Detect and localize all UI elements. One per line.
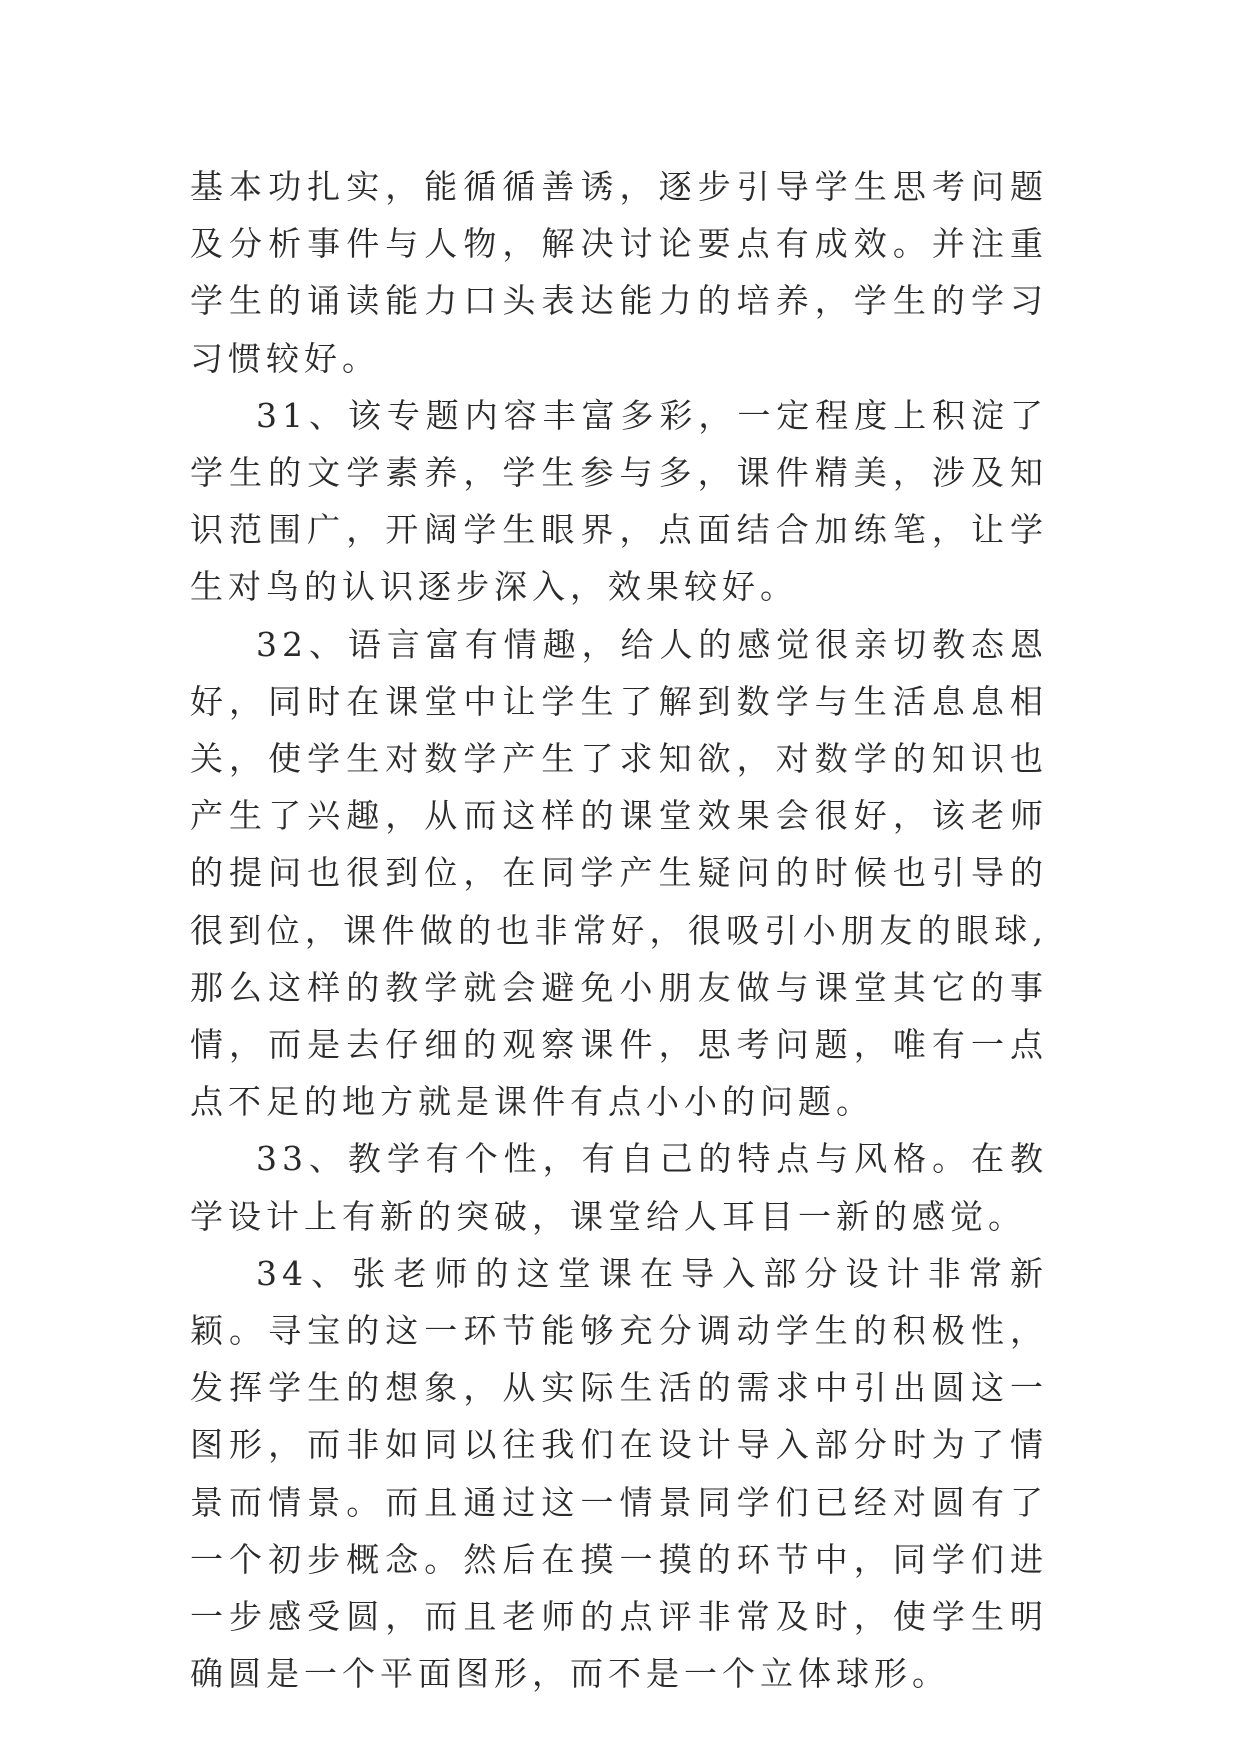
paragraph-31: 31、该专题内容丰富多彩，一定程度上积淀了学生的文学素养，学生参与多，课件精美，涉及知识范围广，开阔学生眼界，点面结合加练笔，让学生对鸟的认识逐步深入，效果较好。 [190,395,1048,607]
document-body [190,158,1048,1702]
paragraph-32: 32、语言富有情趣，给人的感觉很亲切教态恩好，同时在课堂中让学生了解到数学与生活息息相关，使学生对数学产生了求知欲，对数学的知识也产生了兴趣，从而这样的课堂效果会很好，该老师的提问也很到位，在同学产生疑问的时候也引导的很到位，课件做的也非常好，很吸引小朋友的眼球,那么这样的教学就会避免小朋友做与课堂其它的事情，而是去仔细的观察课件，思考问题，唯有一点点不足的地方就是课件有点小小的问题。 [190,624,1048,1122]
paragraph-continued: 基本功扎实，能循循善诱，逐步引导学生思考问题及分析事件与人物，解决讨论要点有成效。并注重学生的诵读能力口头表达能力的培养，学生的学习习惯较好。 [190,167,1048,378]
paragraph-33: 33、教学有个性，有自己的特点与风格。在教学设计上有新的突破，课堂给人耳目一新的感觉。 [190,1139,1048,1236]
paragraph-34: 34、张老师的这堂课在导入部分设计非常新颖。寻宝的这一环节能够充分调动学生的积极性，发挥学生的想象，从实际生活的需求中引出圆这一图形，而非如同以往我们在设计导入部分时为了情景而情景。而且通过这一情景同学们已经对圆有了一个初步概念。然后在摸一摸的环节中，同学们进一步感受圆，而且老师的点评非常及时，使学生明确圆是一个平面图形，而不是一个立体球形。 [190,1253,1048,1694]
